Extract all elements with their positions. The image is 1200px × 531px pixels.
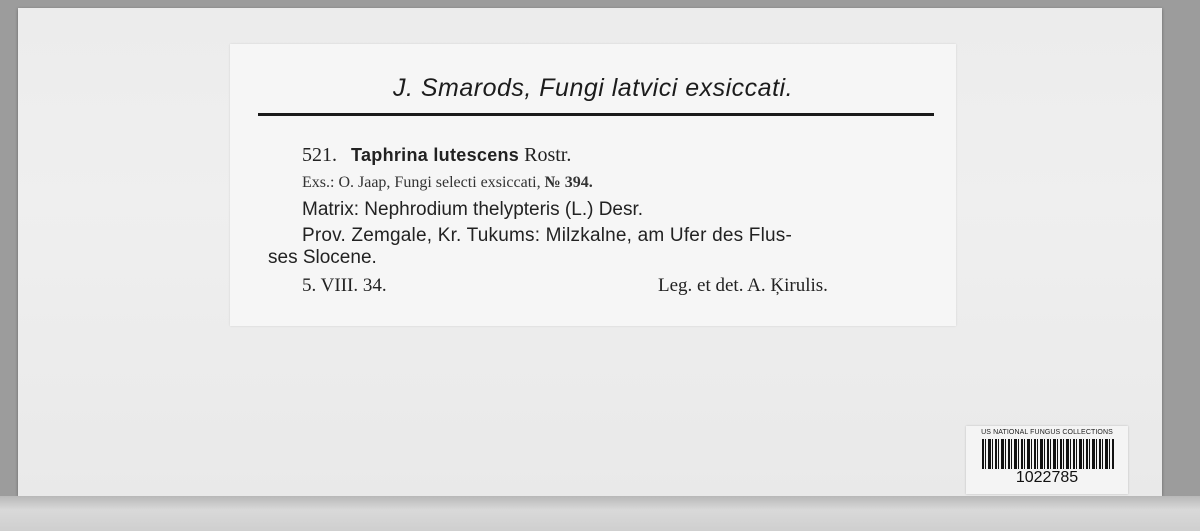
- species-author: Rostr.: [524, 144, 572, 166]
- matrix-line: Matrix: Nephrodium thelypteris (L.) Desr.: [302, 199, 644, 220]
- specimen-label: [230, 44, 956, 326]
- sheet-edge: [0, 496, 1200, 531]
- barcode-institution: US NATIONAL FUNGUS COLLECTIONS: [981, 429, 1113, 436]
- collection-date: 5. VIII. 34.: [302, 275, 387, 296]
- label-header: J. Smarods, Fungi latvici exsiccati.: [392, 74, 794, 102]
- species-name: Taphrina lutescens: [351, 145, 520, 165]
- locality-line-2: ses Slocene.: [268, 247, 377, 268]
- barcode-icon: [982, 439, 1114, 469]
- exsiccata-line: [302, 174, 593, 192]
- specimen-number: 521.: [302, 144, 337, 166]
- locality-line-1: Prov. Zemgale, Kr. Tukums: Milzkalne, am Ufer des Flus-: [302, 225, 793, 246]
- exsiccata-text: Exs.: O. Jaap, Fungi selecti exsiccati,: [302, 174, 541, 191]
- exsiccata-number: № 394.: [544, 174, 593, 191]
- header-rule: [258, 113, 934, 116]
- collector-line: Leg. et det. A. Ķirulis.: [658, 275, 828, 296]
- species-line: [302, 144, 571, 167]
- barcode-number: 1022785: [1015, 469, 1079, 486]
- barcode-label: [966, 426, 1128, 494]
